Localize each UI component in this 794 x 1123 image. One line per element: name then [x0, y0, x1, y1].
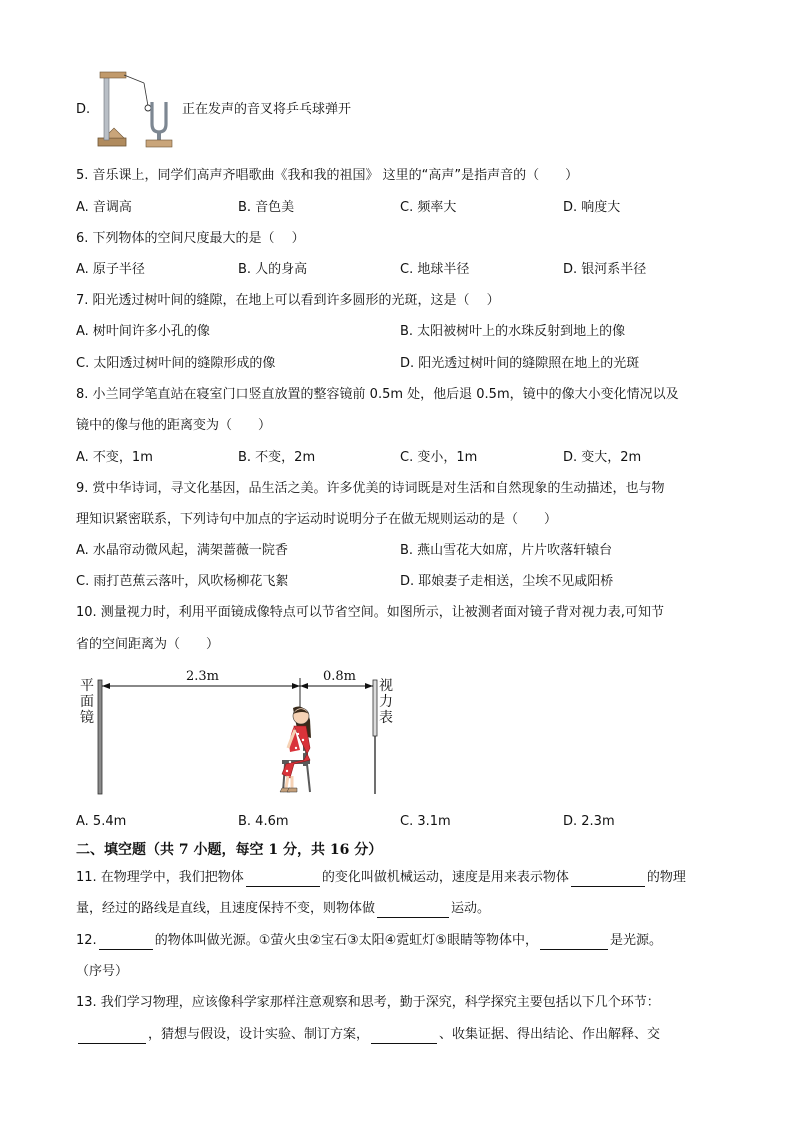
eye-test-figure — [90, 668, 390, 800]
q10-option-c: C. 3.1m — [400, 814, 451, 829]
q12-text-3: 是光源。 — [609, 933, 662, 948]
q7-option-b: B. 太阳被树叶上的水珠反射到地上的像 — [400, 324, 626, 339]
q12-number: 12. — [76, 933, 97, 948]
q10-stem-line1: 10. 测量视力时，利用平面镜成像特点可以节省空间。如图所示，让被测者面对镜子背对视力表,可知节 — [76, 605, 664, 620]
q5-option-c: C. 频率大 — [400, 200, 457, 215]
q11-text-2: 的变化叫做机械运动，速度是用来表示物体 — [321, 870, 569, 885]
q6-option-b: B. 人的身高 — [238, 262, 308, 277]
q5-stem: 5. 音乐课上，同学们高声齐唱歌曲《我和我的祖国》 这里的“高声”是指声音的（ ） — [76, 168, 579, 183]
q11-text-5: 运动。 — [451, 901, 491, 916]
q11-blank-2[interactable] — [571, 872, 645, 887]
q6-option-a: A. 原子半径 — [76, 262, 145, 277]
tuning-fork-figure — [94, 66, 184, 150]
girl-figure — [280, 707, 311, 793]
q7-stem: 7. 阳光透过树叶间的缝隙，在地上可以看到许多圆形的光斑，这是（ ） — [76, 293, 500, 308]
q11-text-4: 量，经过的路线是直线，且速度保持不变，则物体做 — [76, 901, 376, 916]
q12-blank-2[interactable] — [540, 935, 608, 950]
q11-text-1: 11. 在物理学中，我们把物体 — [76, 870, 244, 885]
q13-text-3: 、收集证据、得出结论、作出解释、交 — [439, 1027, 661, 1042]
q12-blank-1[interactable] — [99, 935, 153, 950]
q9-option-d: D. 耶娘妻子走相送，尘埃不见咸阳桥 — [400, 574, 614, 589]
q8-option-b: B. 不变，2m — [238, 450, 316, 465]
q6-option-d: D. 银河系半径 — [563, 262, 647, 277]
q13-blank-1[interactable] — [78, 1029, 146, 1044]
q8-option-a: A. 不变，1m — [76, 450, 153, 465]
q10-option-a: A. 5.4m — [76, 814, 127, 829]
q7-option-a: A. 树叶间许多小孔的像 — [76, 324, 210, 339]
q12-note: （序号） — [76, 964, 129, 979]
mirror-label: 平面镜 — [80, 678, 94, 726]
q13-line1: 13. 我们学习物理，应该像科学家那样注意观察和思考，勤于深究，科学探究主要包括以下几个环节： — [76, 995, 660, 1010]
q9-stem-line1: 9. 赏中华诗词，寻文化基因，品生活之美。许多优美的诗词既是对生活和自然现象的生动描述，也与物 — [76, 481, 665, 496]
q8-stem-line2: 镜中的像与他的距离变为（ ） — [76, 418, 272, 433]
q12-text-2: 的物体叫做光源。①萤火虫②宝石③太阳④霓虹灯⑤眼睛等物体中， — [154, 933, 538, 948]
q10-stem-line2: 省的空间距离为（ ） — [76, 637, 220, 652]
q12-line1 — [76, 932, 662, 950]
q6-stem: 6. 下列物体的空间尺度最大的是（ ） — [76, 231, 305, 246]
q10-option-b: B. 4.6m — [238, 814, 289, 829]
distance-label-1: 2.3m — [186, 669, 220, 684]
q11-blank-3[interactable] — [377, 903, 449, 918]
q13-blank-2[interactable] — [371, 1029, 437, 1044]
q8-stem-line1: 8. 小兰同学笔直站在寝室门口竖直放置的整容镜前 0.5m 处，他后退 0.5m，镜中的像大小变化情况以及 — [76, 387, 679, 402]
q11-line1 — [76, 869, 686, 887]
q11-blank-1[interactable] — [246, 872, 320, 887]
q5-option-a: A. 音调高 — [76, 200, 132, 215]
q9-option-b: B. 燕山雪花大如席，片片吹落轩辕台 — [400, 543, 613, 558]
q7-option-c: C. 太阳透过树叶间的缝隙形成的像 — [76, 356, 276, 371]
q4-option-d-label: D. — [76, 102, 91, 117]
q7-option-d: D. 阳光透过树叶间的缝隙照在地上的光斑 — [400, 356, 640, 371]
q6-option-c: C. 地球半径 — [400, 262, 470, 277]
q9-option-c: C. 雨打芭蕉云落叶，风吹杨柳花飞絮 — [76, 574, 289, 589]
chart-label: 视力表 — [379, 678, 393, 726]
q4-option-d-text: 正在发声的音叉将乒乓球弹开 — [182, 102, 352, 117]
q10-option-d: D. 2.3m — [563, 814, 615, 829]
q11-text-3: 的物理 — [646, 870, 686, 885]
q9-stem-line2: 理知识紧密联系，下列诗句中加点的字运动时说明分子在做无规则运动的是（ ） — [76, 512, 558, 527]
q13-text-2: ，猜想与假设，设计实验、制订方案， — [148, 1027, 370, 1042]
q13-line2 — [76, 1026, 660, 1044]
q11-line2 — [76, 900, 490, 918]
q9-option-a: A. 水晶帘动微风起，满架蔷薇一院香 — [76, 543, 288, 558]
q8-option-c: C. 变小，1m — [400, 450, 478, 465]
section-2-title: 二、填空题（共 7 小题，每空 1 分，共 16 分） — [76, 842, 383, 858]
q5-option-d: D. 响度大 — [563, 200, 621, 215]
q5-option-b: B. 音色美 — [238, 200, 295, 215]
distance-label-2: 0.8m — [323, 669, 357, 684]
q8-option-d: D. 变大，2m — [563, 450, 642, 465]
